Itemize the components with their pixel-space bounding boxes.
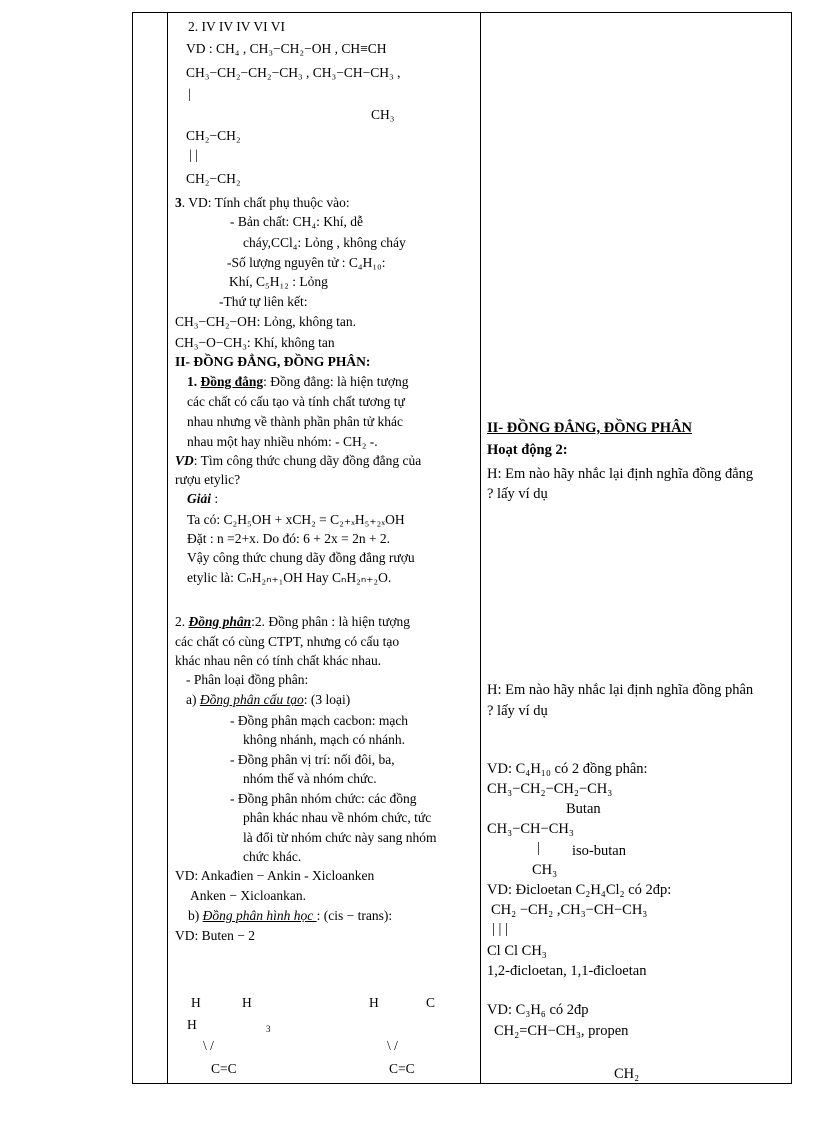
- structural-3: - Đồng phân nhóm chức: các đồng: [230, 791, 417, 806]
- section-heading-left: II- ĐỒNG ĐẲNG, ĐỒNG PHÂN:: [175, 354, 371, 369]
- solution-line-1: Ta có: C₂H₅OH + xCH₂ = C₂₊ₓH₅₊₂ₓOH: [187, 512, 405, 527]
- structural-2b: nhóm thế và nhóm chức.: [243, 771, 377, 786]
- ch2-fragment: CH₂: [614, 1066, 640, 1082]
- question-2a: H: Em nào hãy nhắc lại định nghĩa đồng phân: [487, 682, 754, 698]
- solution-line-2: Đặt : n =2+x. Do đó: 6 + 2x = 2n + 2.: [187, 531, 391, 546]
- point-3-e: -Thứ tự liên kết:: [219, 294, 308, 309]
- table-right-border: [791, 12, 792, 1084]
- dong-dang-def-4: nhau một hay nhiều nhóm: - CH₂ -.: [187, 434, 378, 449]
- example-question-2: rượu etylic?: [175, 472, 241, 487]
- example-ankadien: VD: Ankađien − Ankin - Xicloanken: [175, 868, 375, 883]
- example-dicloetan: VD: Đicloetan C₂H₄Cl₂ có 2đp:: [487, 882, 672, 898]
- dicloetan-names: 1,2-đicloetan, 1,1-đicloetan: [487, 963, 647, 979]
- ring-line-2: | |: [189, 147, 198, 162]
- point-3-g: CH₃−O−CH₃: Khí, không tan: [175, 335, 335, 350]
- table-bottom-border: [132, 1083, 792, 1084]
- table-top-border: [132, 12, 792, 13]
- point-3-f: CH₃−CH₂−OH: Lỏng, không tan.: [175, 314, 357, 329]
- dicloetan-line-2: | | |: [492, 921, 508, 937]
- table-left-border: [132, 12, 133, 1084]
- isobutan-ch3: CH₃: [532, 862, 558, 878]
- dong-phan-def-3: khác nhau nên có tính chất khác nhau.: [175, 653, 382, 668]
- dong-dang-def-2: các chất có cấu tạo và tính chất tương tự: [187, 394, 405, 409]
- point-3: 3. VD: Tính chất phụ thuộc vào:: [175, 195, 350, 210]
- branch-ch3: CH₃: [371, 107, 395, 122]
- dong-dang-def-1: 1. Đồng đẳng: Đồng đẳng: là hiện tượng: [187, 374, 409, 389]
- question-1b: ? lấy ví dụ: [487, 486, 548, 502]
- structural-isomer-heading: a) Đồng phân cấu tạo: (3 loại): [186, 692, 351, 707]
- point-3-a: - Bản chất: CH₄: Khí, dễ: [230, 214, 363, 229]
- dong-phan-def-1: 2. Đồng phân:2. Đồng phân : là hiện tượng: [175, 614, 410, 629]
- isobutan-formula: CH₃−CH−CH₃: [487, 821, 574, 837]
- point-3-b: cháy,CCl₄: Lỏng , không cháy: [243, 235, 406, 250]
- isobutan-label: iso-butan: [572, 843, 626, 859]
- dicloetan-line-3: Cl Cl CH₃: [487, 943, 547, 959]
- dong-dang-def-3: nhau nhưng về thành phần phân tử khác: [187, 414, 403, 429]
- example-line-2: CH₃−CH₂−CH₂−CH₃ , CH₃−CH−CH₃ ,: [186, 65, 401, 80]
- dong-phan-def-2: các chất có cùng CTPT, nhưng có cấu tạo: [175, 634, 400, 649]
- question-1a: H: Em nào hãy nhắc lại định nghĩa đồng đẳng: [487, 466, 754, 482]
- question-2b: ? lấy ví dụ: [487, 703, 548, 719]
- geometric-isomer-heading: b) Đồng phân hình học : (cis − trans):: [188, 908, 393, 923]
- table-col-divider-2: [480, 12, 481, 1084]
- item-2-valence: 2. IV IV IV VI VI: [188, 19, 286, 34]
- point-3-d: Khí, C₅H₁₂ : Lỏng: [229, 274, 328, 289]
- structural-3c: là đổi từ nhóm chức này sang nhóm: [243, 830, 437, 845]
- example-question-1: VD: Tìm công thức chung dãy đồng đẳng của: [175, 453, 422, 468]
- subscript-3: 3: [266, 1024, 271, 1034]
- solution-label: Giải :: [187, 491, 219, 506]
- trans-double-bond: C=C: [389, 1061, 415, 1076]
- section-heading-right: II- ĐỒNG ĐẲNG, ĐỒNG PHÂN: [487, 420, 693, 436]
- example-anken: Anken − Xicloankan.: [190, 888, 306, 903]
- trans-c-right: C: [426, 995, 436, 1010]
- solution-line-4: etylic là: CₙH₂ₙ₊₁OH Hay CₙH₂ₙ₊₂O.: [187, 570, 392, 585]
- cis-h-left: H: [191, 995, 201, 1010]
- ring-line-3: CH₂−CH₂: [186, 171, 241, 186]
- butan-label: Butan: [566, 801, 601, 817]
- point-3-c: -Số lượng nguyên tử : C₄H₁₀:: [227, 255, 386, 270]
- example-c4h10: VD: C₄H₁₀ có 2 đồng phân:: [487, 761, 648, 777]
- solution-line-3: Vậy công thức chung dãy đồng đẳng rượu: [187, 550, 415, 565]
- trans-bonds: \ /: [387, 1038, 398, 1053]
- dicloetan-line-1: CH₂ −CH₂ ,CH₃−CH−CH₃: [491, 902, 648, 918]
- classification: - Phân loại đồng phân:: [186, 672, 309, 687]
- cis-h-lower: H: [187, 1017, 197, 1032]
- butan-formula: CH₃−CH₂−CH₂−CH₃: [487, 781, 613, 797]
- example-buten: VD: Buten − 2: [175, 928, 255, 943]
- activity-2: Hoạt động 2:: [487, 442, 568, 458]
- example-c3h6: VD: C₃H₆ có 2đp: [487, 1002, 589, 1018]
- structural-2: - Đồng phân vị trí: nối đôi, ba,: [230, 752, 395, 767]
- trans-h-left: H: [369, 995, 379, 1010]
- cis-double-bond: C=C: [211, 1061, 237, 1076]
- ring-line-1: CH₂−CH₂: [186, 128, 241, 143]
- branch-bar: |: [188, 86, 191, 101]
- cis-bonds: \ /: [203, 1038, 214, 1053]
- structural-1: - Đồng phân mạch cacbon: mạch: [230, 713, 409, 728]
- cis-h-right: H: [242, 995, 252, 1010]
- table-col-divider-1: [167, 12, 168, 1084]
- structural-3b: phân khác nhau về nhóm chức, tức: [243, 810, 432, 825]
- propen-formula: CH₂=CH−CH₃, propen: [494, 1023, 629, 1039]
- isobutan-bar: |: [537, 840, 540, 856]
- structural-1b: không nhánh, mạch có nhánh.: [243, 732, 405, 747]
- structural-3d: chức khác.: [243, 849, 302, 864]
- example-line-1: VD : CH₄ , CH₃−CH₂−OH , CH≡CH: [186, 41, 387, 56]
